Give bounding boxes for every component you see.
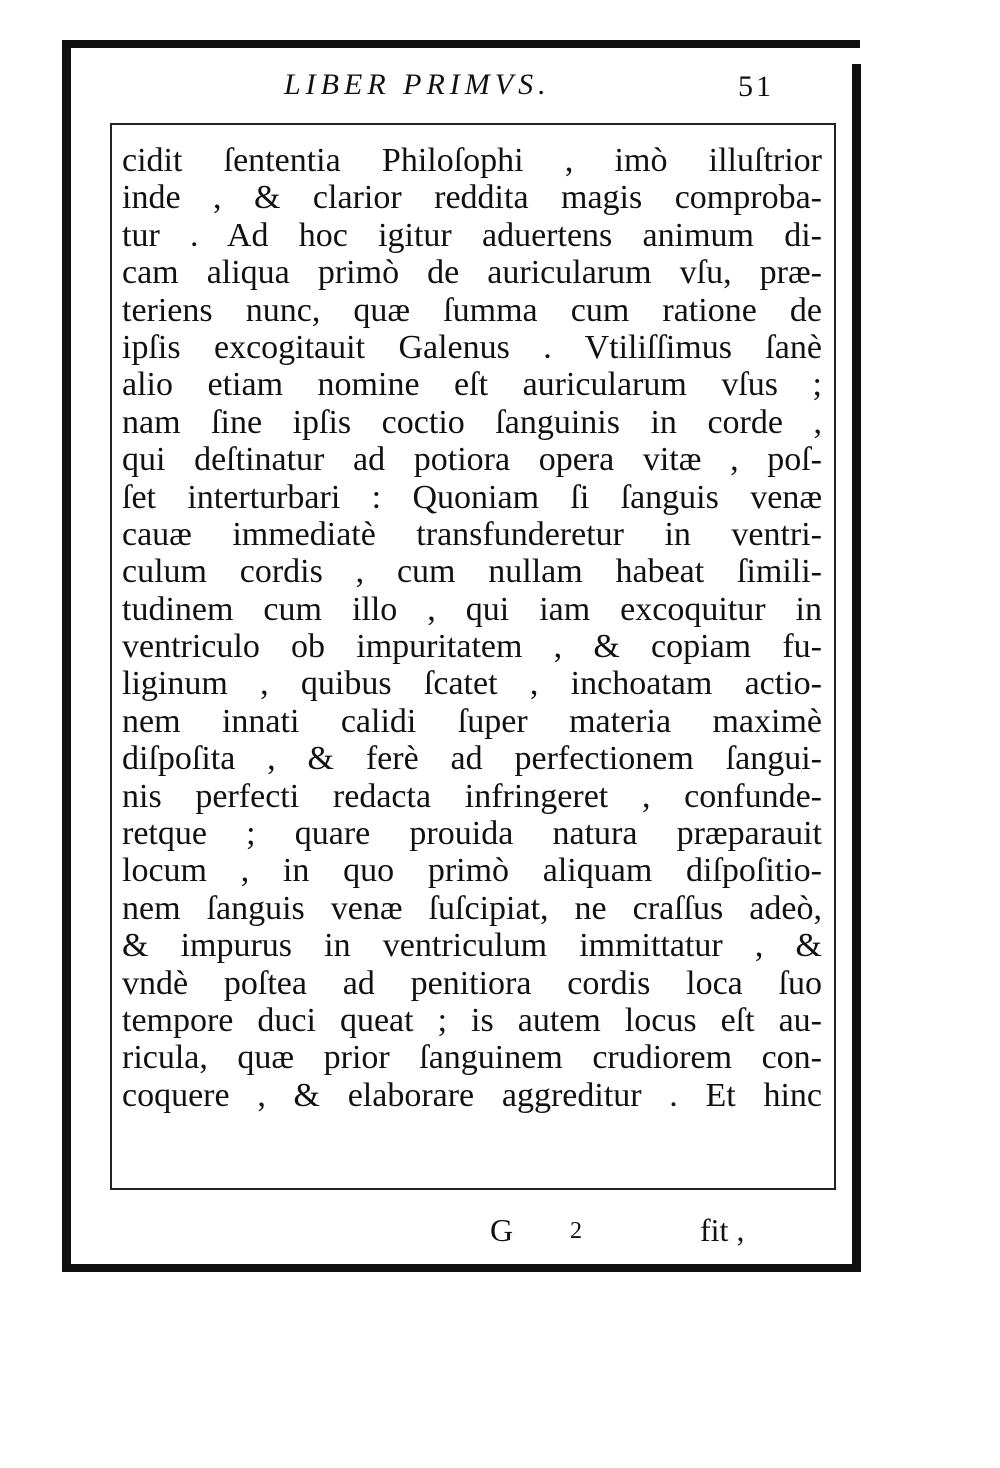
text-line: retque ; quare prouida natura præparauit <box>122 815 822 853</box>
text-line: cidit ſententia Philoſophi , imò illuſtrior <box>122 142 822 179</box>
header-underline-rule <box>110 123 836 125</box>
text-line: locum , in quo primò aliquam diſpoſitio- <box>122 852 822 890</box>
text-frame-right-rule <box>834 123 836 1188</box>
right-border-rule <box>852 64 861 1272</box>
running-title: LIBER PRIMVS. <box>284 68 551 101</box>
text-line: qui deſtinatur ad potiora opera vitæ , poſ- <box>122 441 822 479</box>
body-text <box>122 142 822 1114</box>
text-line: culum cordis , cum nullam habeat ſimili- <box>122 553 822 591</box>
text-line: cauæ immediatè transfunderetur in ventri- <box>122 515 822 553</box>
text-line: ricula, quæ prior ſanguinem crudiorem con- <box>122 1039 822 1077</box>
text-line: nis perfecti redacta infringeret , confunde- <box>122 777 822 815</box>
text-line: coquere , & elaborare aggreditur . Et hinc <box>122 1076 822 1114</box>
top-border-rule <box>62 40 860 48</box>
text-line: alio etiam nomine eſt auricularum vſus ; <box>122 366 822 404</box>
signature-mark: G <box>490 1212 514 1248</box>
text-line: nem ſanguis venæ ſuſcipiat, ne craſſus adeò, <box>122 889 822 927</box>
text-line: cam aliqua primò de auricularum vſu, præ- <box>122 254 822 292</box>
text-line: tempore duci queat ; is autem locus eſt au- <box>122 1001 822 1039</box>
text-line: ipſis excogitauit Galenus . Vtiliſſimus ſanè <box>122 328 822 366</box>
text-line: diſpoſita , & ferè ad perfectionem ſangui- <box>122 740 822 778</box>
catchword: fit , <box>700 1212 745 1248</box>
text-line: teriens nunc, quæ ſumma cum ratione de <box>122 291 822 329</box>
signature-number: 2 <box>570 1218 582 1244</box>
text-line: inde , & clarior reddita magis comproba- <box>122 179 822 217</box>
bottom-border-rule <box>62 1264 861 1272</box>
text-frame-left-rule <box>110 123 112 1188</box>
text-line: & impurus in ventriculum immittatur , & <box>122 927 822 965</box>
text-line: nam ſine ipſis coctio ſanguinis in corde , <box>122 403 822 441</box>
text-line: vndè poſtea ad penitiora cordis loca ſuo <box>122 964 822 1002</box>
text-line: tur . Ad hoc igitur aduertens animum di- <box>122 216 822 254</box>
text-line: tudinem cum illo , qui iam excoquitur in <box>122 590 822 628</box>
text-frame-bottom-rule <box>110 1188 836 1190</box>
text-line: ſet interturbari : Quoniam ſi ſanguis venæ <box>122 478 822 516</box>
left-border-rule <box>62 40 71 1272</box>
page-number: 51 <box>738 70 774 103</box>
text-line: nem innati calidi ſuper materia maximè <box>122 702 822 740</box>
text-line: ventriculo ob impuritatem , & copiam fu- <box>122 628 822 666</box>
text-line: liginum , quibus ſcatet , inchoatam actio- <box>122 665 822 703</box>
